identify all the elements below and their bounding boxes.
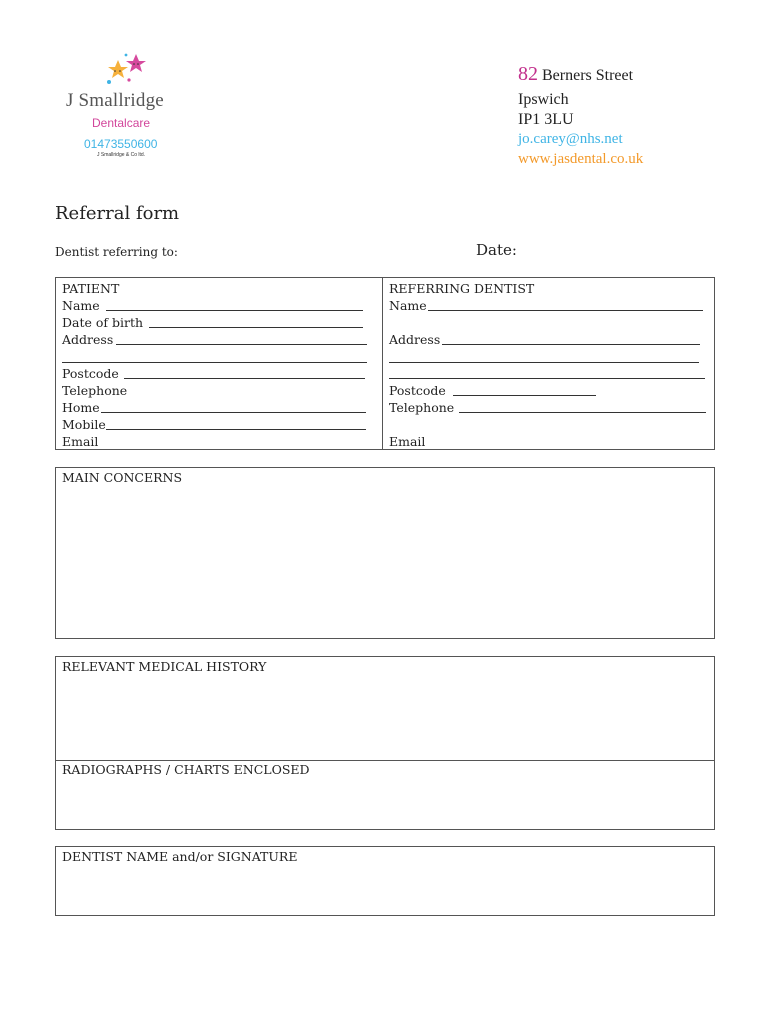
signature-label: DENTIST NAME and/or SIGNATURE <box>62 849 298 864</box>
logo-name: J Smallridge <box>66 90 164 111</box>
main-concerns-label: MAIN CONCERNS <box>62 470 183 485</box>
patient-home-input[interactable] <box>101 412 366 413</box>
medical-history-divider <box>56 760 714 761</box>
dentist-address-input[interactable] <box>442 344 700 345</box>
patient-address-input[interactable] <box>116 344 367 345</box>
patient-name-input[interactable] <box>106 310 363 311</box>
patient-dentist-box <box>55 277 715 450</box>
dentist-address-label: Address <box>389 332 441 347</box>
signature-box[interactable] <box>55 846 715 916</box>
dentist-telephone-input[interactable] <box>459 412 706 413</box>
address-street: Berners Street <box>542 67 634 84</box>
address-email[interactable]: jo.carey@nhs.net <box>518 131 623 147</box>
patient-address-input-2[interactable] <box>62 362 367 363</box>
patient-postcode-label: Postcode <box>62 366 119 381</box>
patient-dob-label: Date of birth <box>62 315 144 330</box>
dentist-email-label: Email <box>389 434 426 449</box>
patient-dob-input[interactable] <box>149 327 363 328</box>
patient-home-label: Home <box>62 400 100 415</box>
dentist-address-input-3[interactable] <box>389 378 705 379</box>
dentist-name-label: Name <box>389 298 427 313</box>
patient-mobile-label: Mobile <box>62 417 106 432</box>
patient-postcode-input[interactable] <box>124 378 365 379</box>
patient-heading: PATIENT <box>62 281 120 296</box>
page-title: Referral form <box>55 203 180 224</box>
dentist-postcode-input[interactable] <box>453 395 596 396</box>
dentist-postcode-label: Postcode <box>389 383 446 398</box>
referring-to-label: Dentist referring to: <box>55 245 178 259</box>
logo-phone: 01473550600 <box>84 137 158 151</box>
address-street-line <box>518 63 633 86</box>
medical-history-box[interactable] <box>55 656 715 830</box>
stars-logo-icon <box>100 52 160 90</box>
patient-telephone-label: Telephone <box>62 383 128 398</box>
patient-email-label: Email <box>62 434 99 449</box>
dentist-heading: REFERRING DENTIST <box>389 281 535 296</box>
address-website[interactable]: www.jasdental.co.uk <box>518 151 644 167</box>
date-label: Date: <box>476 241 517 259</box>
dentist-address-input-2[interactable] <box>389 362 699 363</box>
radiographs-label: RADIOGRAPHS / CHARTS ENCLOSED <box>62 762 310 777</box>
logo-subtitle: Dentalcare <box>92 116 151 130</box>
main-concerns-box[interactable] <box>55 467 715 639</box>
address-postcode: IP1 3LU <box>518 111 574 128</box>
medical-history-label: RELEVANT MEDICAL HISTORY <box>62 659 267 674</box>
address-town: Ipswich <box>518 91 569 108</box>
box-divider <box>382 278 383 449</box>
patient-address-label: Address <box>62 332 114 347</box>
logo-company: J Smallridge & Co ltd. <box>97 152 146 158</box>
patient-name-label: Name <box>62 298 100 313</box>
patient-mobile-input[interactable] <box>106 429 366 430</box>
dentist-name-input[interactable] <box>428 310 703 311</box>
address-number: 82 <box>518 63 538 85</box>
dentist-telephone-label: Telephone <box>389 400 455 415</box>
